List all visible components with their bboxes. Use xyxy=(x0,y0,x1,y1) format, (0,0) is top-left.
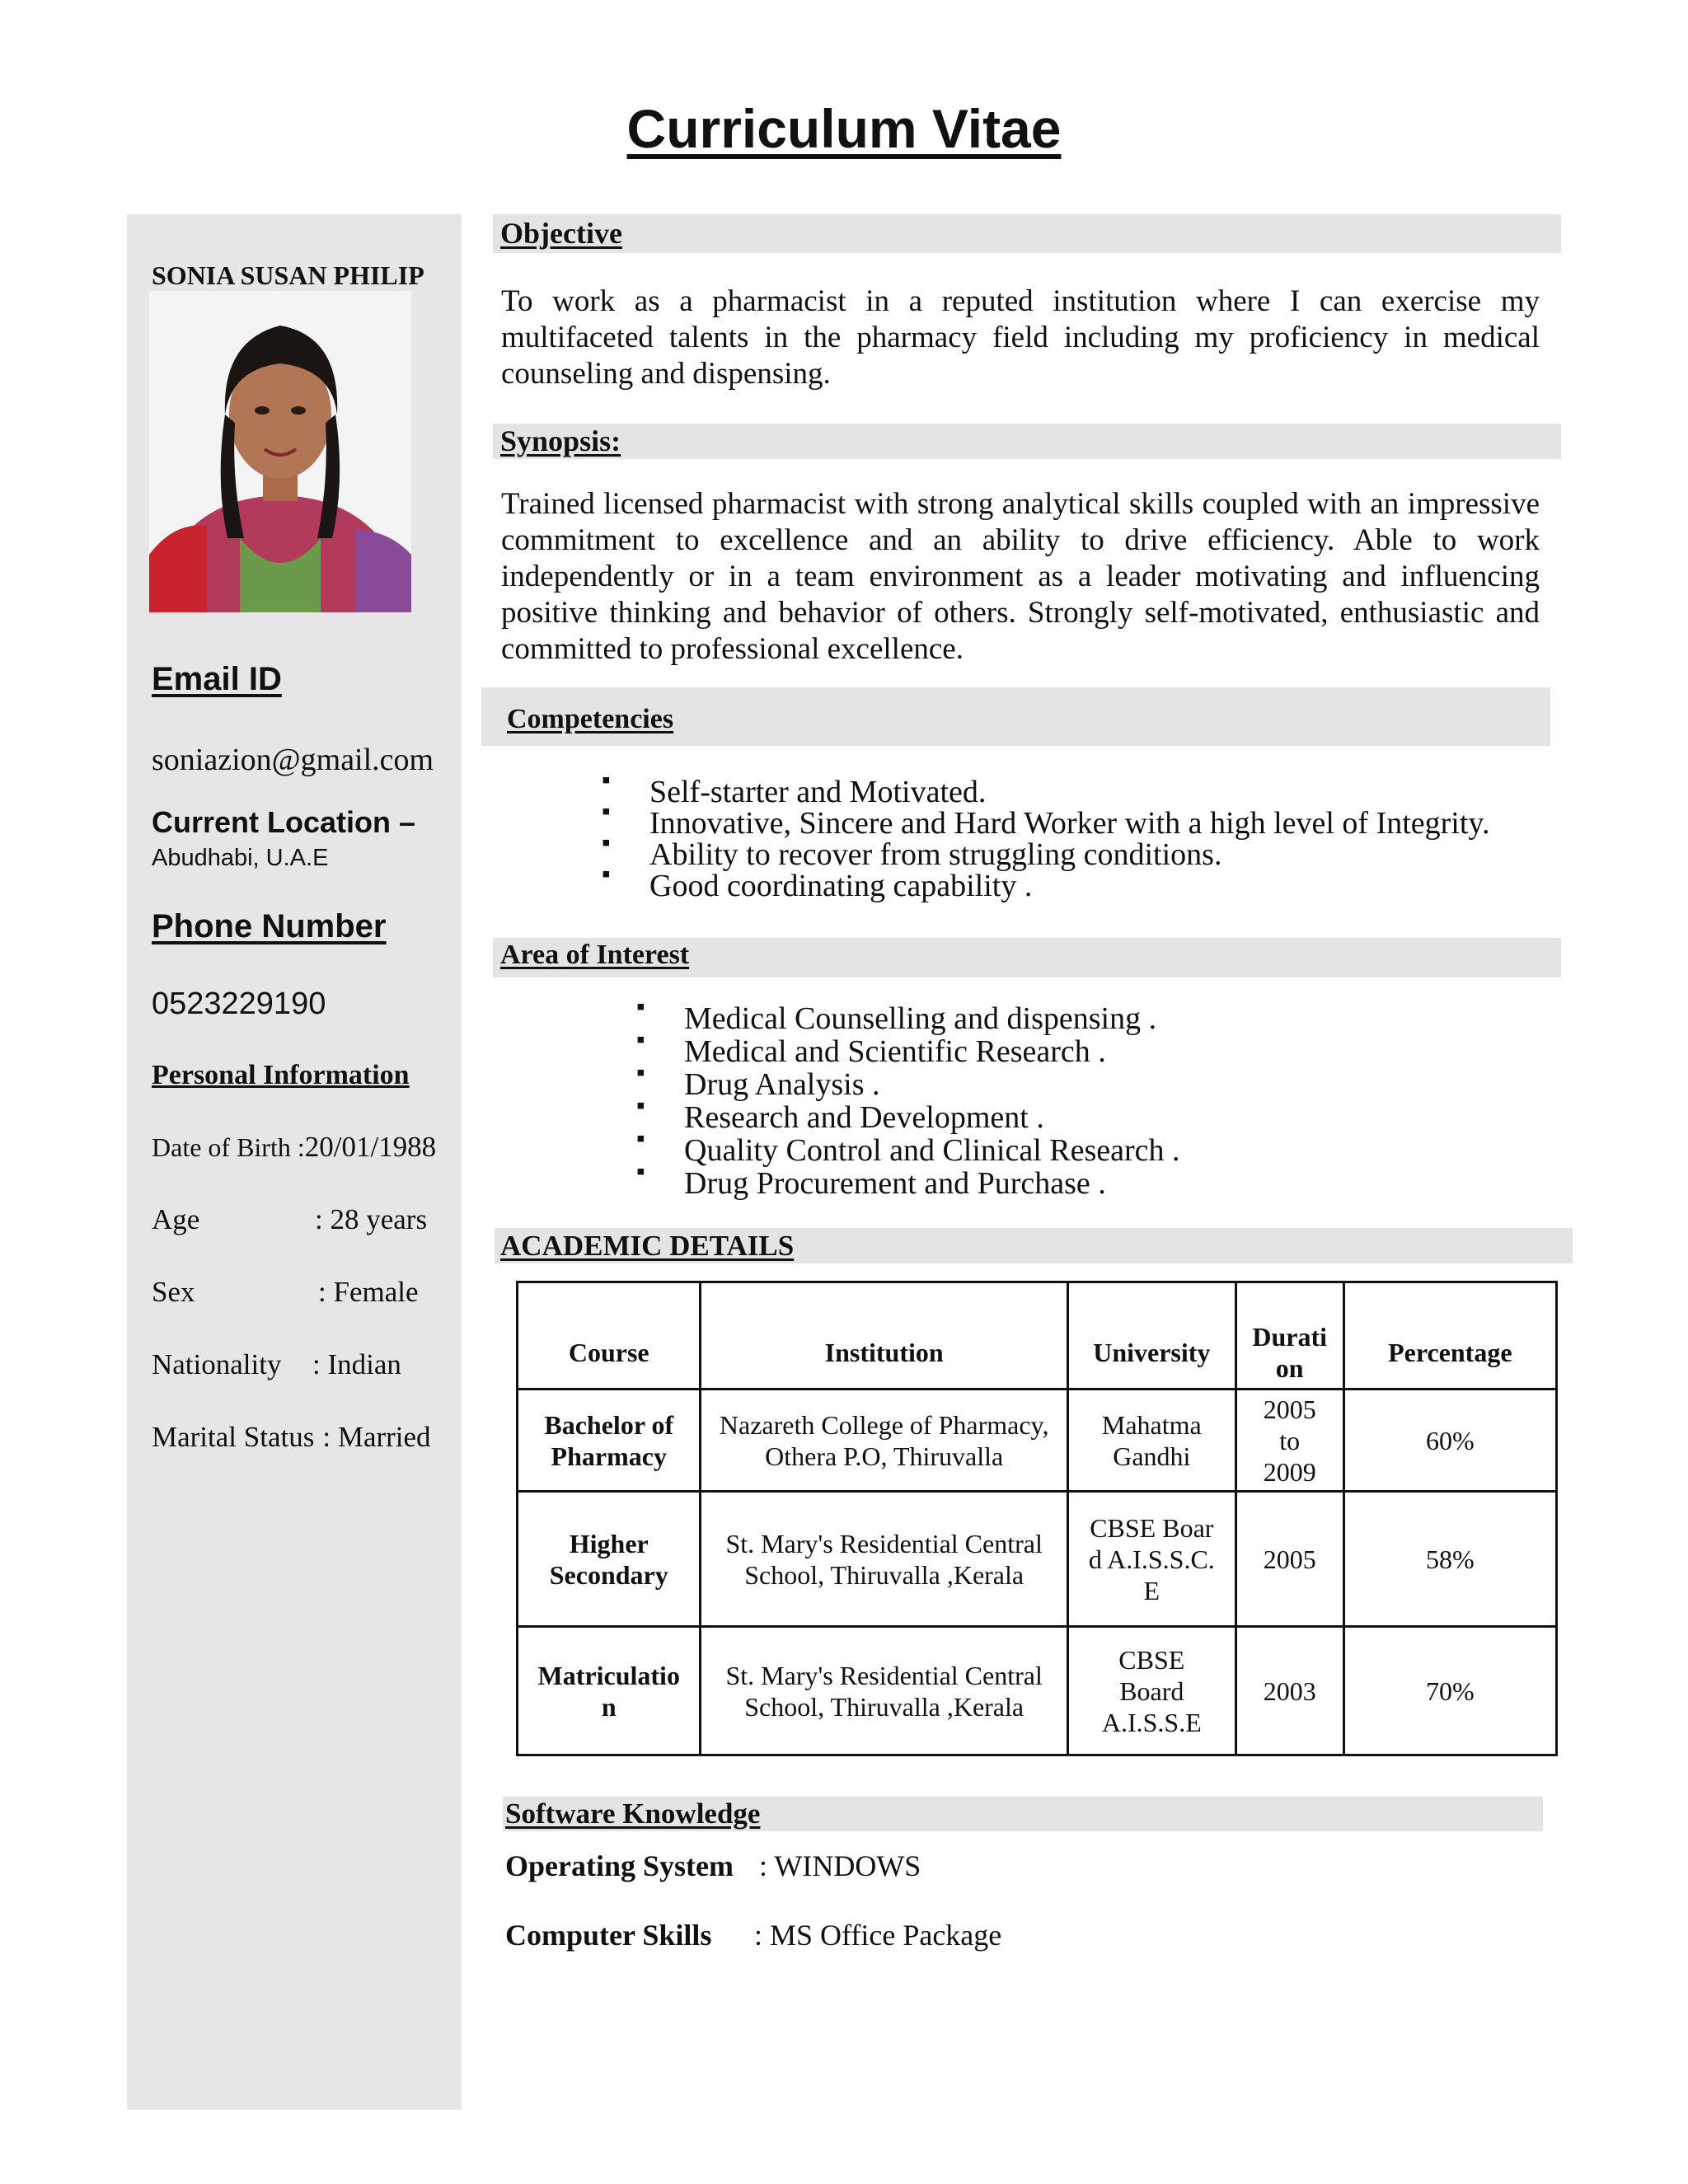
list-item: ▪ Ability to recover from struggling conditions. xyxy=(602,839,1489,870)
location-value: Abudhabi, U.A.E xyxy=(152,845,329,871)
institution-cell: Nazareth College of Pharmacy, Othera P.O, Thiruvalla xyxy=(701,1390,1067,1492)
sex-row xyxy=(152,1276,419,1309)
course-cell: Matriculation xyxy=(518,1627,701,1755)
age-value: : 28 years xyxy=(315,1203,428,1235)
software-heading: Software Knowledge xyxy=(505,1797,761,1830)
candidate-name: SONIA SUSAN PHILIP xyxy=(152,260,424,290)
interest-list xyxy=(636,1002,1180,1200)
objective-bar xyxy=(493,214,1561,253)
objective-text: To work as a pharmacist in a reputed institution where I can exercise my multifaceted talents in the pharmacy field including my proficiency in medical counseling and dispensing. xyxy=(501,284,1540,391)
table-row xyxy=(518,1390,1557,1492)
age-label: Age xyxy=(152,1203,200,1235)
skills-row xyxy=(505,1918,1001,1952)
percentage-cell: 70% xyxy=(1343,1627,1556,1755)
competencies-list xyxy=(602,776,1489,902)
percentage-cell: 58% xyxy=(1343,1492,1556,1627)
percentage-cell: 60% xyxy=(1343,1390,1556,1492)
course-cell: Higher Secondary xyxy=(518,1492,701,1627)
os-value: : WINDOWS xyxy=(759,1849,921,1882)
dob-label: Date of Birth : xyxy=(152,1132,305,1162)
column-header: University xyxy=(1067,1282,1236,1390)
list-item: ▪ Medical and Scientific Research . xyxy=(636,1035,1180,1068)
marital-row xyxy=(152,1421,431,1454)
list-item: ▪ Quality Control and Clinical Research . xyxy=(636,1134,1180,1167)
table-row xyxy=(518,1627,1557,1755)
institution-cell: St. Mary's Residential Central School, Thiruvalla ,Kerala xyxy=(701,1492,1067,1627)
age-row xyxy=(152,1203,427,1236)
location-label: Current Location – xyxy=(152,805,416,839)
phone-heading: Phone Number xyxy=(152,908,387,944)
list-item: ▪ Research and Development . xyxy=(636,1101,1180,1134)
list-item: ▪ Drug Analysis . xyxy=(636,1068,1180,1101)
duration-cell: 2005 to 2009 xyxy=(1236,1390,1343,1492)
table-row xyxy=(518,1492,1557,1627)
synopsis-heading: Synopsis: xyxy=(500,424,621,457)
university-cell: CBSE Board A.I.S.S.C.E xyxy=(1067,1492,1236,1627)
marital-label: Marital Status xyxy=(152,1421,315,1453)
duration-cell: 2005 xyxy=(1236,1492,1343,1627)
nationality-label: Nationality xyxy=(152,1348,282,1380)
objective-heading: Objective xyxy=(500,217,622,250)
table-header-row xyxy=(518,1282,1557,1390)
marital-value: : Married xyxy=(322,1421,431,1453)
sidebar xyxy=(127,214,462,2110)
os-row xyxy=(505,1849,921,1883)
skills-value: : MS Office Package xyxy=(754,1919,1002,1952)
list-item: ▪ Drug Procurement and Purchase . xyxy=(636,1167,1180,1200)
column-header: Percentage xyxy=(1343,1282,1556,1390)
column-header: Course xyxy=(518,1282,701,1390)
list-item: ▪ Self-starter and Motivated. xyxy=(602,776,1489,808)
list-item: ▪ Good coordinating capability . xyxy=(602,870,1489,902)
list-item: ▪ Innovative, Sincere and Hard Worker with a high level of Integrity. xyxy=(602,808,1489,839)
university-cell: Mahatma Gandhi xyxy=(1067,1390,1236,1492)
list-item: ▪ Medical Counselling and dispensing . xyxy=(636,1002,1180,1035)
course-cell: Bachelor of Pharmacy xyxy=(518,1390,701,1492)
column-header: Institution xyxy=(701,1282,1067,1390)
competencies-heading: Competencies xyxy=(507,704,674,734)
column-header: Durati on xyxy=(1236,1282,1343,1390)
institution-cell: St. Mary's Residential Central School, Thiruvalla ,Kerala xyxy=(701,1627,1067,1755)
synopsis-text: Trained licensed pharmacist with strong analytical skills coupled with an impressive commitment to excellence and an ability to drive efficiency. Able to work independently or in a team environment as a leader motivating and influencing positive thinking and behavior of others. Strongly self-motivated, enthusiastic and committed to professional excellence. xyxy=(501,487,1540,666)
email-heading: Email ID xyxy=(152,661,282,697)
phone-value: 0523229190 xyxy=(152,987,326,1021)
portrait-image xyxy=(149,291,411,612)
os-label: Operating System xyxy=(505,1849,734,1882)
academic-table xyxy=(516,1281,1558,1756)
interest-heading: Area of Interest xyxy=(500,940,690,970)
dob-value: 20/01/1988 xyxy=(304,1131,437,1163)
nationality-row xyxy=(152,1348,401,1381)
university-cell: CBSE Board A.I.S.S.E xyxy=(1067,1627,1236,1755)
document-title: Curriculum Vitae xyxy=(626,98,1062,159)
nationality-value: : Indian xyxy=(312,1348,401,1380)
sex-value: : Female xyxy=(318,1276,419,1308)
dob-row xyxy=(152,1131,436,1164)
sex-label: Sex xyxy=(152,1276,195,1308)
academic-heading: ACADEMIC DETAILS xyxy=(500,1230,795,1262)
email-value[interactable]: soniazion@gmail.com xyxy=(152,743,434,777)
personal-info-heading: Personal Information xyxy=(152,1060,410,1090)
synopsis-bar xyxy=(493,424,1561,459)
profile-photo xyxy=(149,291,411,612)
duration-cell: 2003 xyxy=(1236,1627,1343,1755)
skills-label: Computer Skills xyxy=(505,1919,712,1952)
